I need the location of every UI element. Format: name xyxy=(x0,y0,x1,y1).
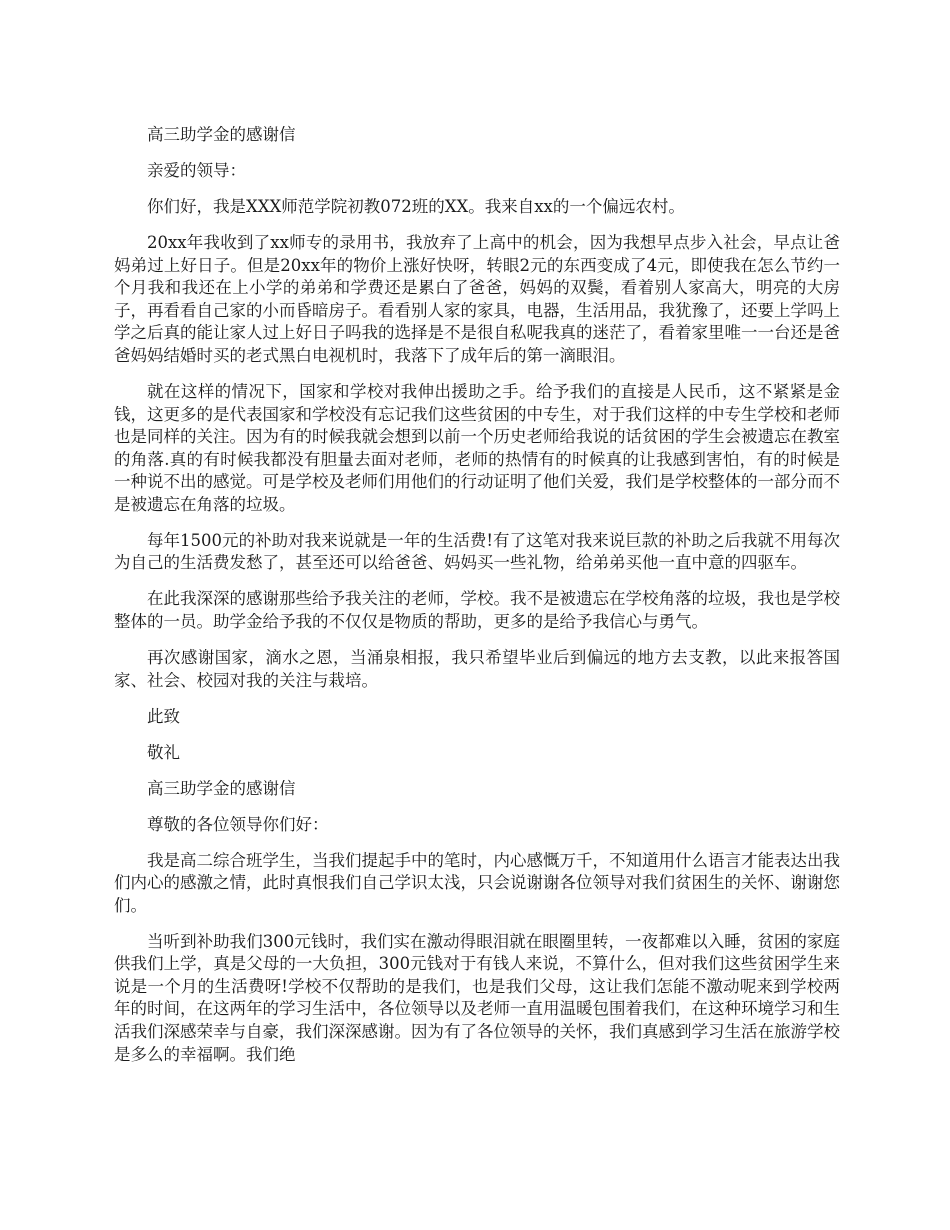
body-paragraph: 你们好，我是XXX师范学院初教072班的XX。我来自xx的一个偏远农村。 xyxy=(147,196,685,216)
body-paragraph: 每年1500元的补助对我来说就是一年的生活费!有了这笔对我来说巨款的补助之后我就不用每次为自己的生活费发愁了，甚至还可以给爸爸、妈妈买一些礼物，给弟弟买他一直中意的四驱车。 xyxy=(114,530,840,573)
letter-title: 高三助学金的感谢信 xyxy=(147,125,296,144)
salutation: 尊敬的各位领导你们好： xyxy=(147,814,329,834)
document-body xyxy=(114,124,840,1080)
letter-title: 高三助学金的感谢信 xyxy=(147,778,296,798)
salutation: 亲爱的领导： xyxy=(147,160,246,180)
body-paragraph: 当听到补助我们300元钱时，我们实在激动得眼泪就在眼圈里转，一夜都难以入睡，贫困的家庭供我们上学，真是父母的一大负担，300元钱对于有钱人来说，不算什么，但对我们这些贫困学生来说是一个月的生活费呀!学校不仅帮助的是我们，也是我们父母，这让我们怎能不激动呢来到学校两年的时间，在这两年的学习生活中，各位领导以及老师一直用温暖包围着我们，在这种环境学习和生活我们深感荣幸与自豪，我们深深感谢。因为有了各位领导的关怀，我们真感到学习生活在旅游学校是多么的幸福啊。我们绝 xyxy=(114,931,840,1064)
body-paragraph: 再次感谢国家，滴水之恩，当涌泉相报，我只希望毕业后到偏远的地方去支教，以此来报答国家、社会、校园对我的关注与栽培。 xyxy=(114,648,840,690)
closing-line: 此致 xyxy=(147,706,180,726)
body-paragraph: 20xx年我收到了xx师专的录用书，我放弃了上高中的机会，因为我想早点步入社会，早点让爸妈弟过上好日子。但是20xx年的物价上涨好快呀，转眼2元的东西变成了4元，即使我在怎么节约一个月我和我还在上小学的弟弟和学费还是累白了爸爸，妈妈的双鬓，看着别人家高大，明亮的大房子，再看看自己家的小而昏暗房子。看看别人家的家具，电器，生活用品，我犹豫了，还要上学吗上学之后真的能让家人过上好日子吗我的选择是不是很自私呢我真的迷茫了，看着家里唯一一台还是爸爸妈妈结婚时买的老式黑白电视机时，我落下了成年后的第一滴眼泪。 xyxy=(114,232,840,365)
body-paragraph: 我是高二综合班学生，当我们提起手中的笔时，内心感慨万千，不知道用什么语言才能表达出我们内心的感激之情，此时真恨我们自己学识太浅，只会说谢谢各位领导对我们贫困生的关怀、谢谢您们。 xyxy=(114,850,840,915)
body-paragraph: 就在这样的情况下，国家和学校对我伸出援助之手。给予我们的直接是人民币，这不紧紧是金钱，这更多的是代表国家和学校没有忘记我们这些贫困的中专生，对于我们这样的中专生学校和老师也是同样的关注。因为有的时候我就会想到以前一个历史老师给我说的话贫困的学生会被遗忘在教室的角落.真的有时候我都没有胆量去面对老师，老师的热情有的时候真的让我感到害怕，有的时候是一种说不出的感觉。可是学校及老师们用他们的行动证明了他们关爱，我们是学校整体的一部分而不是被遗忘在角落的垃圾。 xyxy=(114,381,840,514)
body-paragraph: 在此我深深的感谢那些给予我关注的老师，学校。我不是被遗忘在学校角落的垃圾，我也是学校整体的一员。助学金给予我的不仅仅是物质的帮助，更多的是给予我信心与勇气。 xyxy=(114,589,840,632)
closing-line: 敬礼 xyxy=(147,742,180,762)
